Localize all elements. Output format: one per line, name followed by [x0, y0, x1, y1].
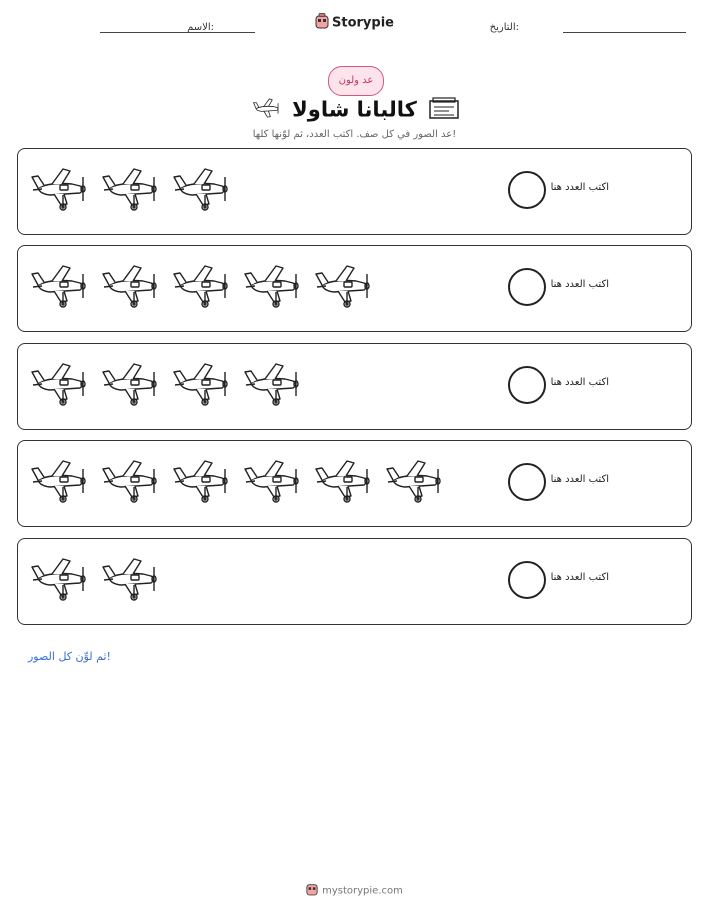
storypie-logo-icon [315, 13, 329, 33]
counting-row [17, 343, 692, 430]
counting-row [17, 245, 692, 332]
airplane-icon [243, 260, 305, 310]
date-line[interactable] [563, 32, 686, 33]
write-number-label: اكتب العدد هنا [550, 377, 609, 388]
counting-row [17, 148, 692, 235]
answer-circle[interactable] [508, 171, 546, 209]
airplane-icon [101, 260, 163, 310]
airplane-icon [30, 553, 92, 603]
airplane-icon [30, 260, 92, 310]
counting-row [17, 538, 692, 625]
footer-site: mystorypie.com [322, 885, 403, 897]
airplane-icon [172, 358, 234, 408]
airplane-icon [101, 163, 163, 213]
answer-circle[interactable] [508, 463, 546, 501]
title-text: كالبانا شاولا [292, 97, 417, 122]
airplane-icon [30, 163, 92, 213]
airplane-icon [101, 553, 163, 603]
airplane-icon [243, 358, 305, 408]
answer-circle[interactable] [508, 561, 546, 599]
name-label: الاسم: [187, 22, 214, 33]
airplane-icon [172, 163, 234, 213]
airplane-icon [101, 455, 163, 505]
footer [0, 882, 709, 899]
storypie-logo-icon [306, 882, 318, 899]
brand-header [0, 13, 709, 33]
write-number-label: اكتب العدد هنا [550, 474, 609, 485]
write-number-label: اكتب العدد هنا [550, 279, 609, 290]
airplane-icon [172, 455, 234, 505]
airplane-icon [101, 358, 163, 408]
airplane-icon [250, 96, 284, 125]
write-number-label: اكتب العدد هنا [550, 182, 609, 193]
write-number-label: اكتب العدد هنا [550, 572, 609, 583]
answer-circle[interactable] [508, 366, 546, 404]
instructions: عد الصور في كل صف. اكتب العدد، ثم لوّنها كلها! [252, 129, 457, 140]
airplane-icon [314, 260, 376, 310]
airplane-icon [243, 455, 305, 505]
date-label: التاريخ: [489, 22, 519, 33]
page-title [0, 96, 709, 125]
activity-badge: عد ولون [328, 66, 384, 96]
counting-row [17, 440, 692, 527]
airplane-icon [30, 455, 92, 505]
footer-note: ثم لوِّن كل الصور! [28, 650, 111, 663]
airplane-icon [385, 455, 447, 505]
airplane-icon [30, 358, 92, 408]
answer-circle[interactable] [508, 268, 546, 306]
airplane-icon [314, 455, 376, 505]
brand-name: Storypie [332, 15, 394, 31]
airplane-icon [172, 260, 234, 310]
machine-icon [429, 97, 459, 124]
